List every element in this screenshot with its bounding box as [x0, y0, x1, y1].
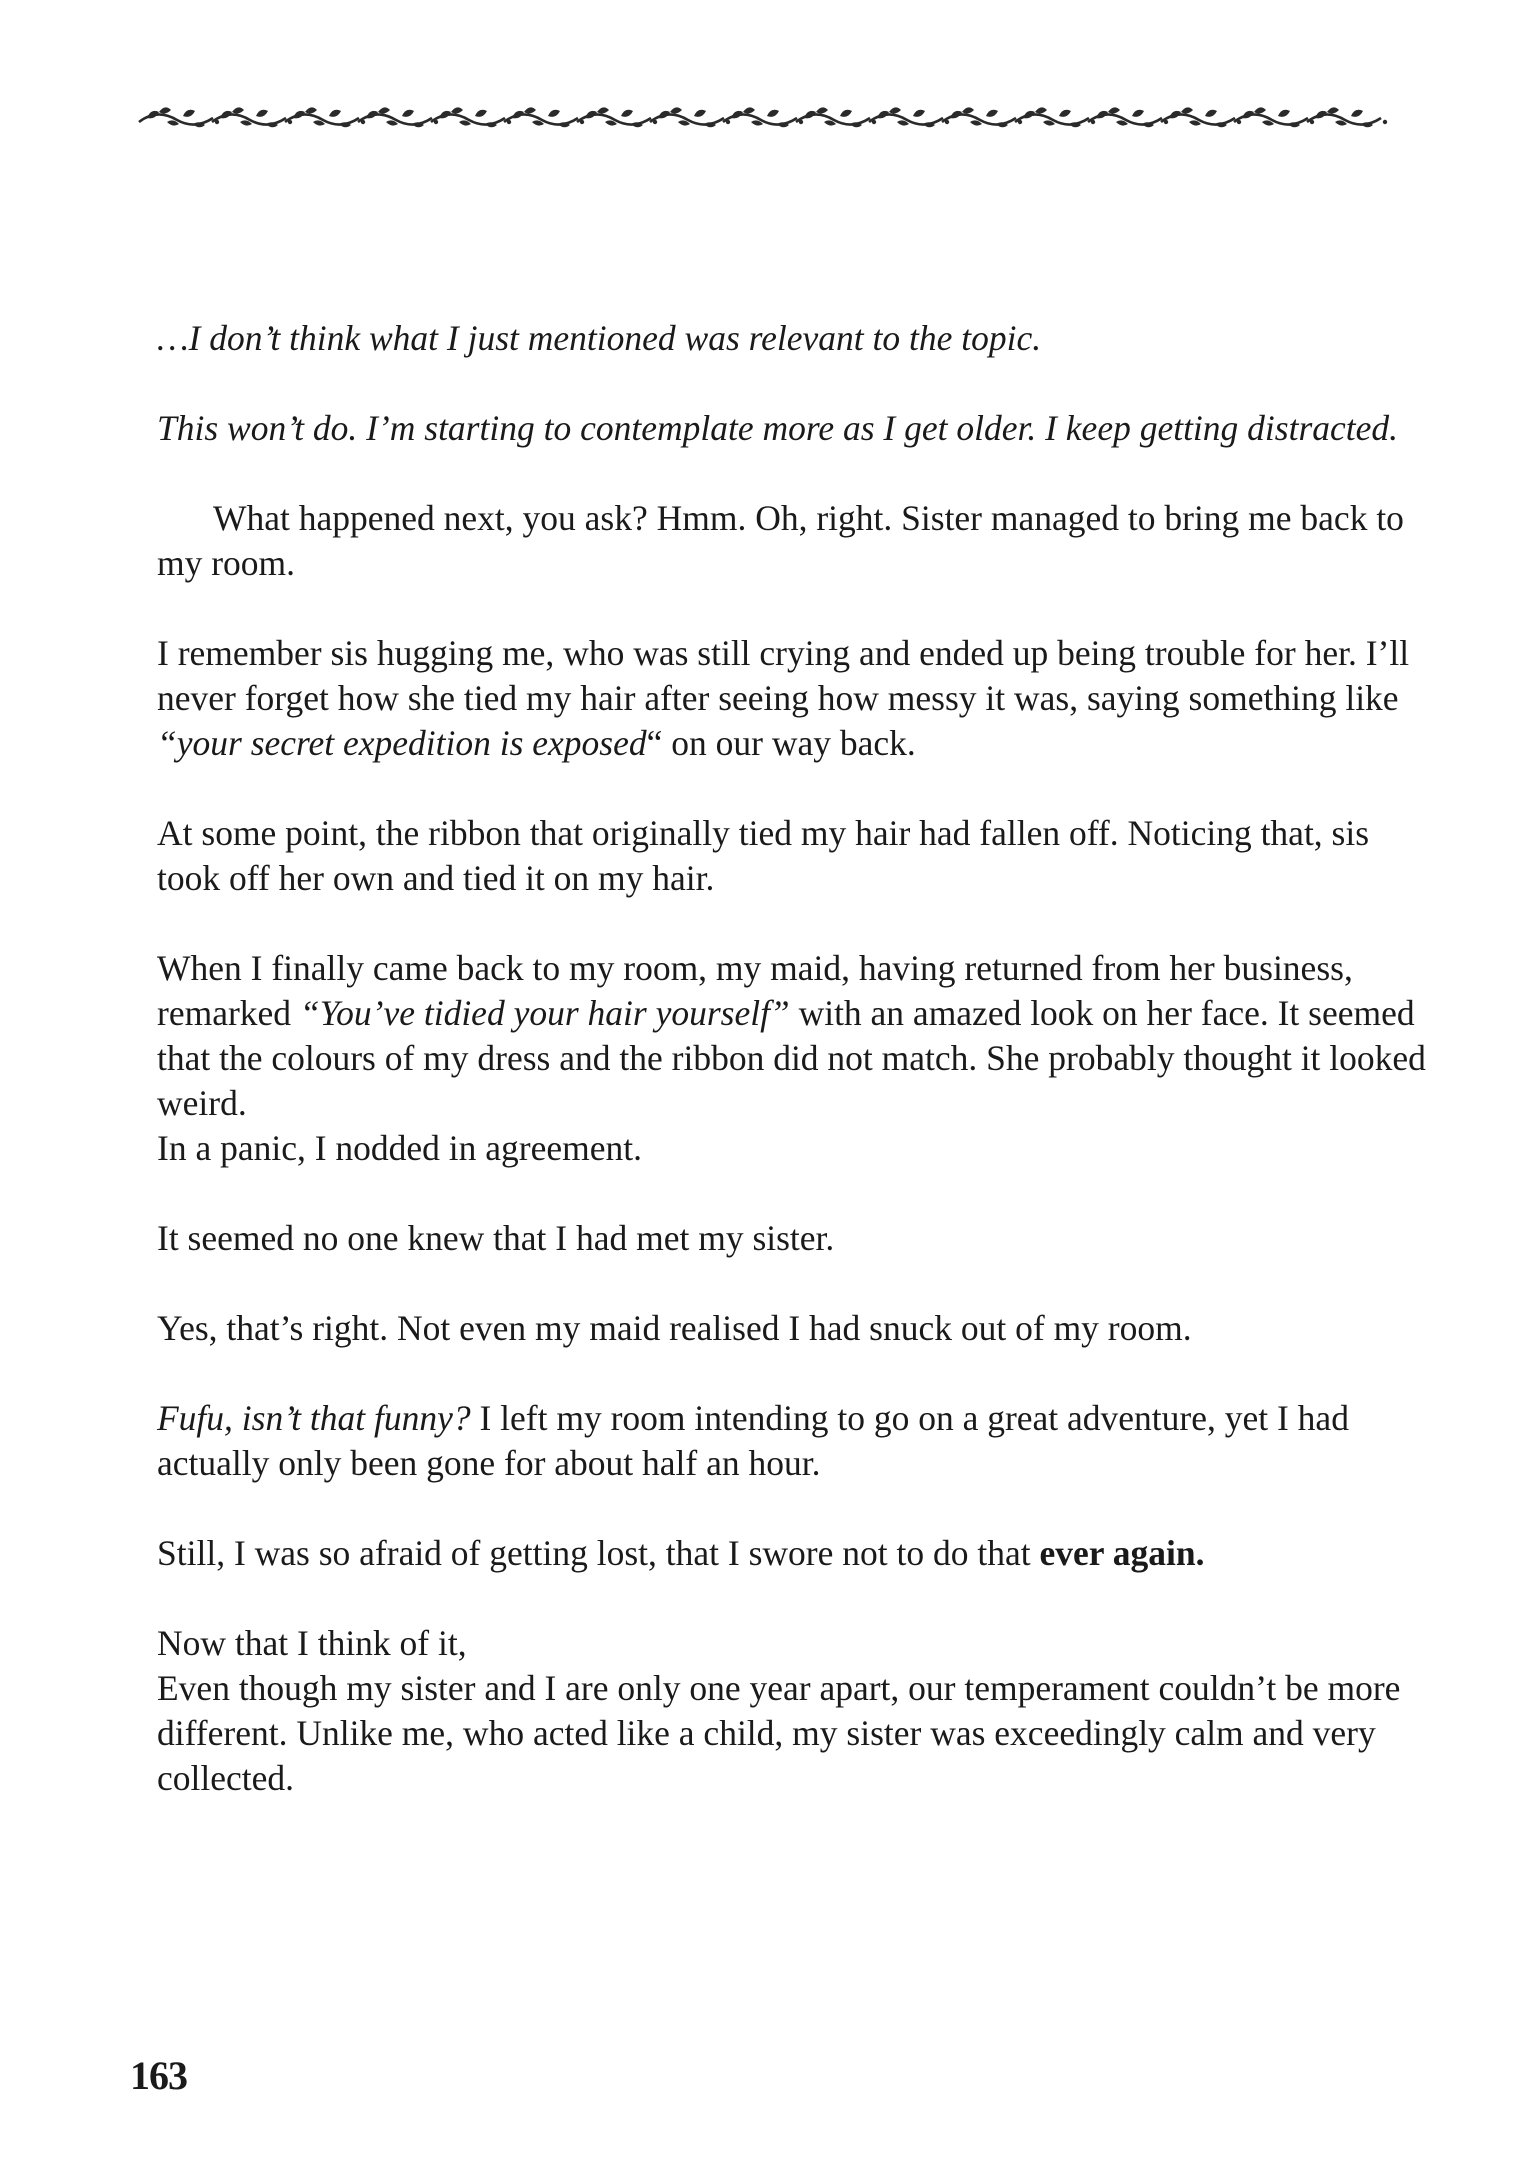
- paragraph-5: At some point, the ribbon that originally tied my hair had fallen off. Noticing that, sis took off her own and tied it on my hair.: [157, 813, 1370, 898]
- paragraph-8: Yes, that’s right. Not even my maid realised I had snuck out of my room.: [157, 1308, 1192, 1348]
- paragraph-1: …I don’t think what I just mentioned was relevant to the topic.: [157, 318, 1042, 358]
- page-number: 163: [130, 2053, 187, 2098]
- paragraph-10: [157, 1531, 1437, 1576]
- paragraph-4-text: I remember sis hugging me, who was still crying and ended up being trouble for her. I’ll never forget how she tied my hair after seeing how messy it was, saying something like: [157, 633, 1410, 718]
- paragraph-6-text: When I finally came back to my room, my maid, having returned from her business, remarked: [157, 948, 1353, 1033]
- paragraph-6-end: with an amazed look on her face. It seemed that the colours of my dress and the ribbon did not match. She probably thought it looked weird.: [157, 993, 1426, 1123]
- paragraph-10-text: Still, I was so afraid of getting lost, that I swore not to do that: [157, 1533, 1040, 1573]
- paragraph-6-continued: In a panic, I nodded in agreement.: [157, 1128, 642, 1168]
- paragraph-4-quote: “your secret expedition is exposed: [157, 723, 647, 763]
- paragraph-10-bold: ever again.: [1039, 1533, 1205, 1573]
- paragraph-9-italic: Fufu, isn’t that funny?: [157, 1398, 471, 1438]
- paragraph-9: [157, 1396, 1437, 1486]
- paragraph-11-intro: Now that I think of it,: [157, 1623, 467, 1663]
- paragraph-6: [157, 946, 1437, 1126]
- decorative-vine-border: [137, 98, 1390, 132]
- paragraph-11: Even though my sister and I are only one year apart, our temperament couldn’t be more different. Unlike me, who acted like a child, my sister was exceedingly calm and very collected.: [157, 1668, 1401, 1798]
- paragraph-7: It seemed no one knew that I had met my sister.: [157, 1218, 835, 1258]
- paragraph-4-end: “ on our way back.: [646, 723, 916, 763]
- paragraph-3: What happened next, you ask? Hmm. Oh, right. Sister managed to bring me back to my room.: [157, 498, 1404, 583]
- paragraph-9-text: I left my room intending to go on a great adventure, yet I had actually only been gone for about half an hour.: [157, 1398, 1349, 1483]
- paragraph-4: [157, 631, 1437, 766]
- paragraph-6-quote: “You’ve tidied your hair yourself”: [299, 993, 790, 1033]
- body-text: [157, 316, 1437, 1846]
- paragraph-2: This won’t do. I’m starting to contemplate more as I get older. I keep getting distracted.: [157, 408, 1399, 448]
